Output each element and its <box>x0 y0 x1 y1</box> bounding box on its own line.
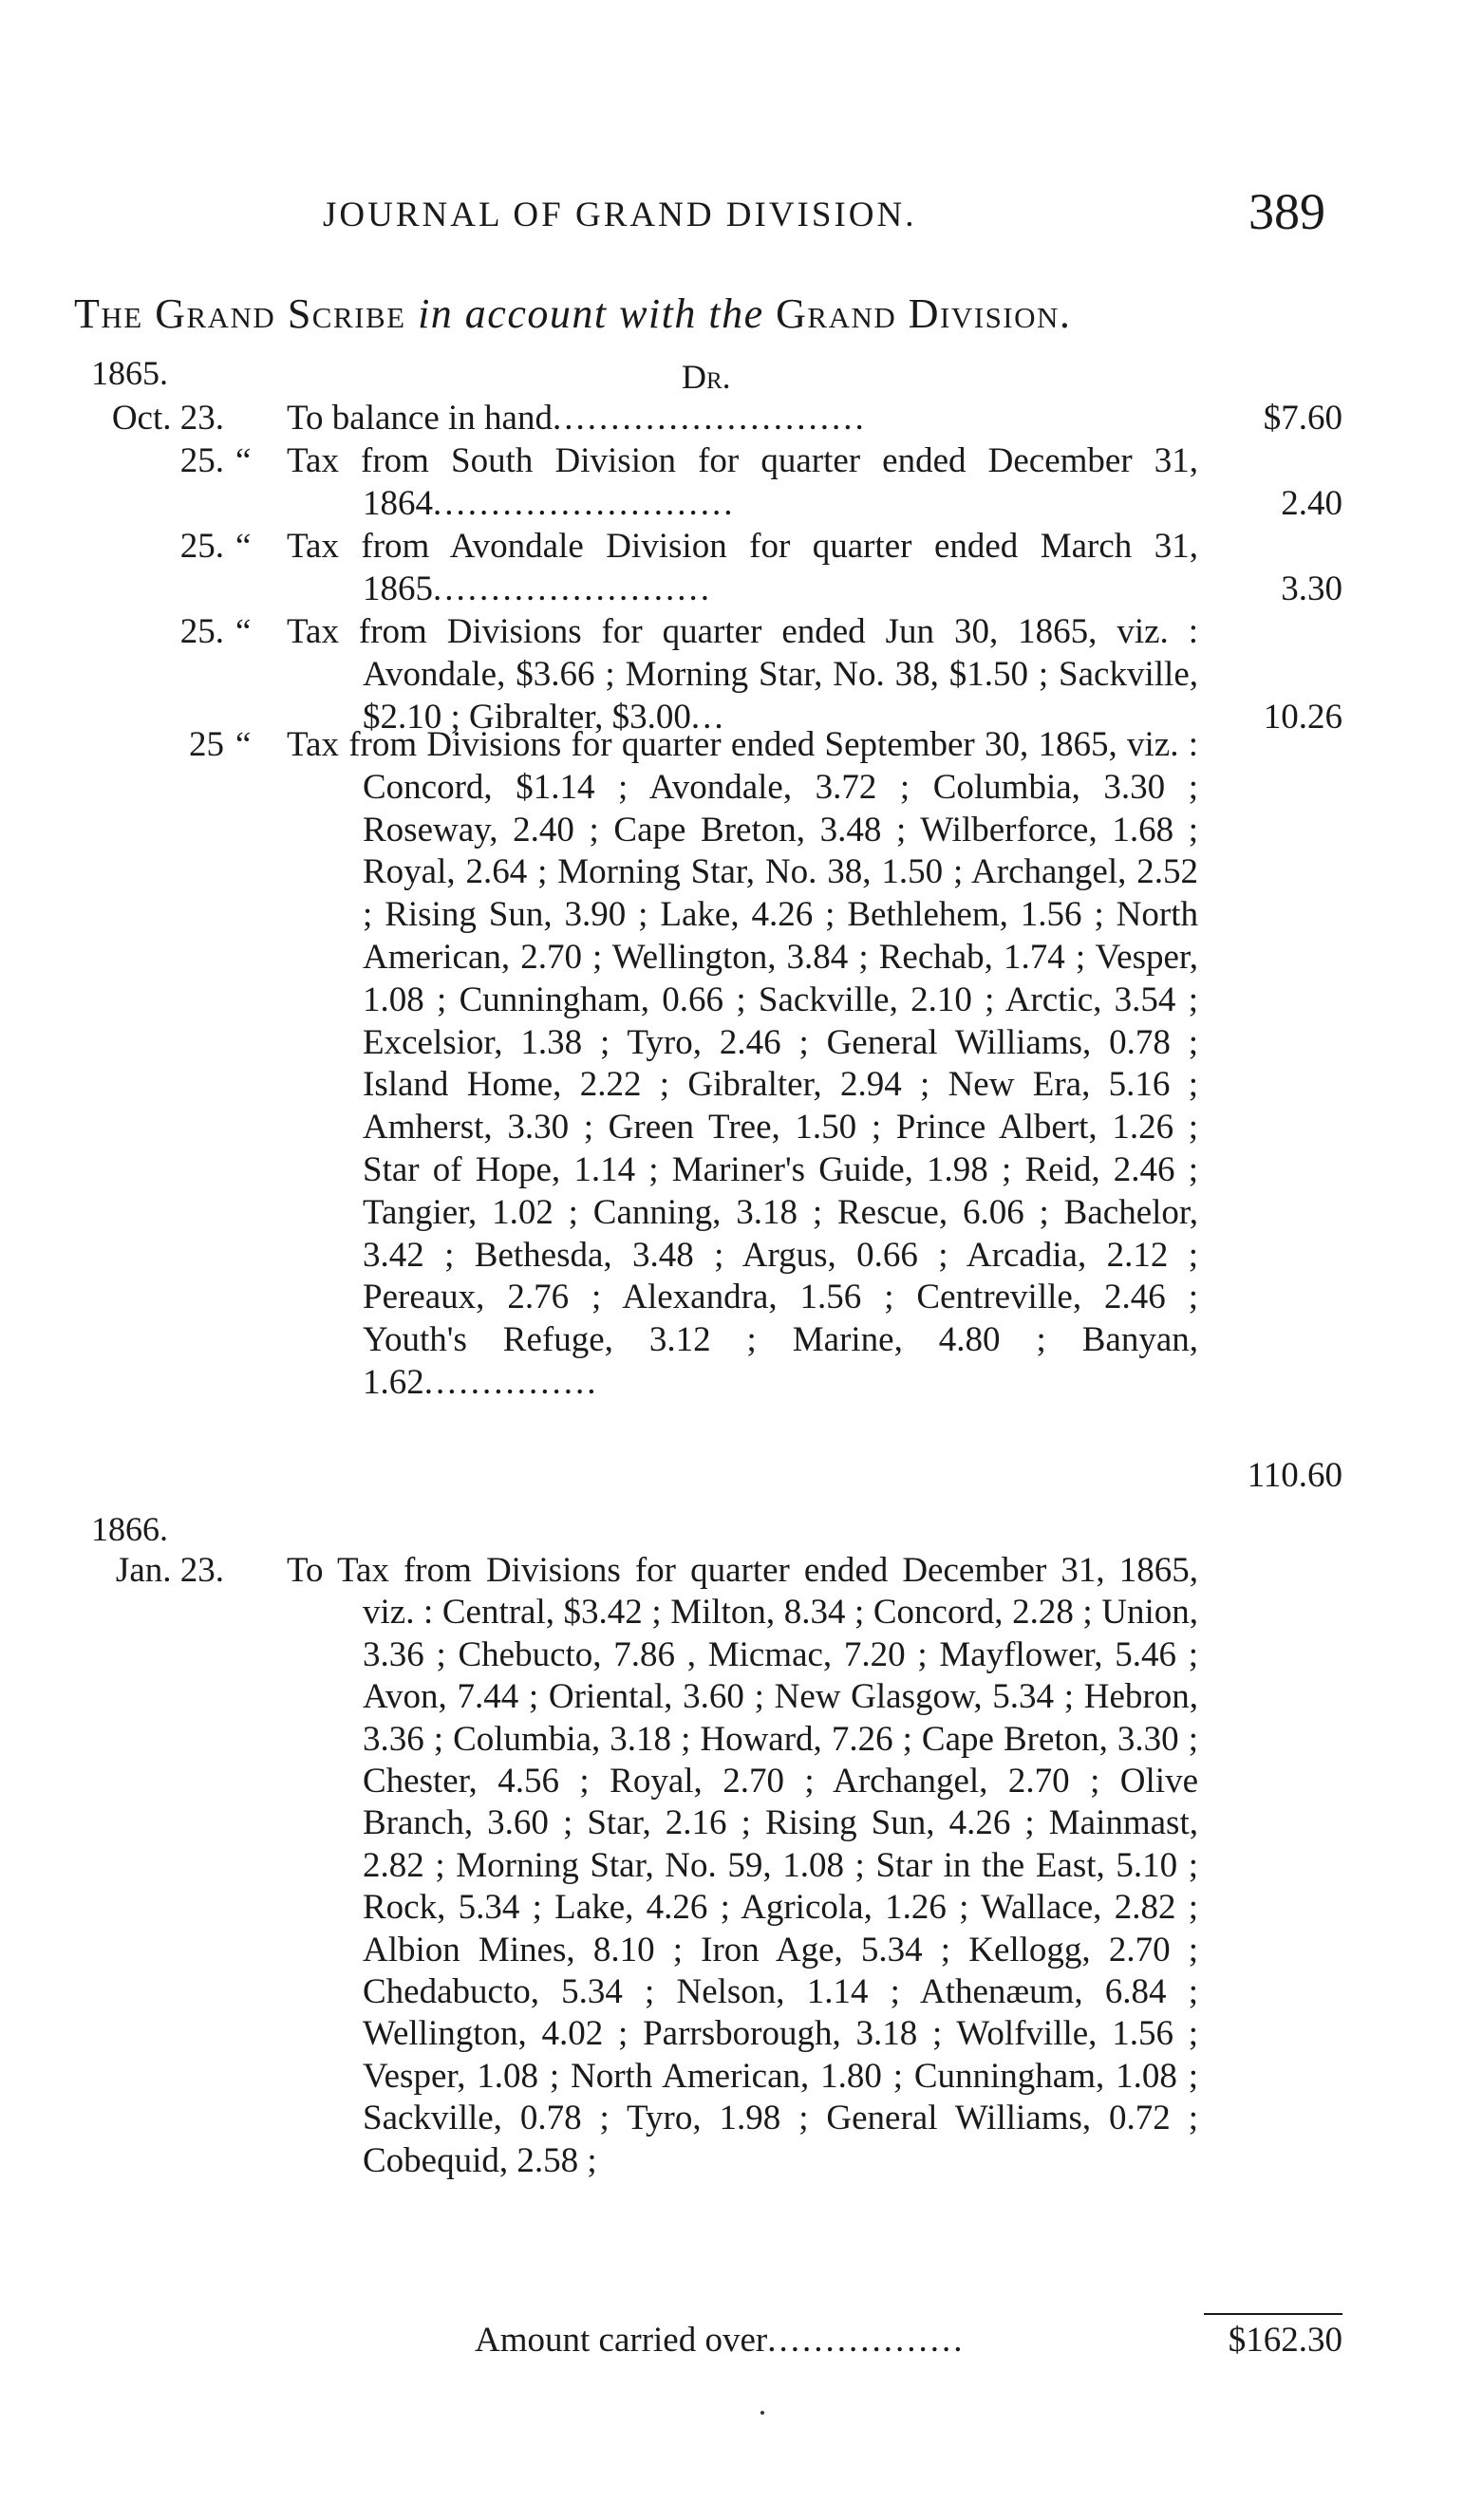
entry-leader-dots: ............... <box>423 1362 599 1402</box>
entry-date: Oct. 23. <box>111 399 224 438</box>
entry-leader-dots: ........................... <box>552 399 867 438</box>
debit-column-label: Dr. <box>682 358 731 396</box>
entry-amount: 3.30 <box>1281 569 1342 608</box>
entry-description <box>287 397 1198 439</box>
entry-date: 25. <box>179 612 224 651</box>
carried-amount: $162.30 <box>1228 2321 1342 2360</box>
carried-leader-dots: ................. <box>767 2321 966 2360</box>
entry-text: balance in hand <box>331 399 553 438</box>
entry-leader-dots: ... <box>690 698 726 737</box>
entry-text: Tax from Divisions for quarter ended September 30, 1865, viz. : Concord, $1.14 ; Avondale, 3.72 ; Columbia, 3.30 ; Roseway, 2.40 ; Cape Breton, 3.48 ; Wilberforce, 1.68 ; Royal, 2.64 ; Morning Star, No. 38, 1.50 ; Archangel, 2.52 ; Rising Sun, 3.90 ; Lake, 4.26 ; Bethlehem, 1.56 ; North American, 2.70 ; Wellington, 3.84 ; Rechab, 1.74 ; Vesper, 1.08 ; Cunningham, 0.66 ; Sackville, 2.10 ; Arctic, 3.54 ; Excelsior, 1.38 ; Tyro, 2.46 ; General Williams, 0.78 ; Island Home, 2.22 ; Gibralter, 2.94 ; New Era, 5.16 ; Amherst, 3.30 ; Green Tree, 1.50 ; Prince Albert, 1.26 ; Star of Hope, 1.14 ; Mariner's Guide, 1.98 ; Reid, 2.46 ; Tangier, 1.02 ; Canning, 3.18 ; Rescue, 6.06 ; Bachelor, 3.42 ; Bethesda, 3.48 ; Argus, 0.66 ; Arcadia, 2.12 ; Pereaux, 2.76 ; Alexandra, 1.56 ; Centreville, 2.46 ; Youth's Refuge, 3.12 ; Marine, 4.80 ; Banyan, 1.62 <box>287 725 1198 1402</box>
entry-description <box>287 525 1198 610</box>
title-part-1: The Grand Scribe <box>74 290 406 337</box>
entry-date: 25 <box>189 725 224 764</box>
amount-carried-over <box>475 2319 1342 2361</box>
entry-description <box>287 724 1198 1405</box>
title-part-2: in account with the <box>418 290 764 337</box>
entry-amount: 110.60 <box>1247 1456 1342 1495</box>
entry-date: Jan. 23. <box>115 1551 224 1590</box>
entry-text: Tax from Divisions for quarter ended Jun 30, 1865, viz. : Avondale, $3.66 ; Morning Star, No. 38, $1.50 ; Sackville, $2.10 ; Gibralter, $3.00 <box>287 612 1198 737</box>
entry-date: 25. <box>179 527 224 566</box>
entry-amount: 10.26 <box>1263 698 1342 737</box>
page-number: 389 <box>1248 183 1325 240</box>
running-head: JOURNAL OF GRAND DIVISION. <box>323 196 917 234</box>
entry-text: Tax from Avondale Division for quarter ended March 31, 1865 <box>287 527 1198 608</box>
ditto-mark: “ <box>235 441 252 480</box>
entry-text: Tax from Divisions for quarter ended December 31, 1865, viz. : Central, $3.42 ; Milton, 8.34 ; Concord, 2.28 ; Union, 3.36 ; Chebucto, 7.86 , Micmac, 7.20 ; Mayflower, 5.46 ; Avon, 7.44 ; Oriental, 3.60 ; New Glasgow, 5.34 ; Hebron, 3.36 ; Columbia, 3.18 ; Howard, 7.26 ; Cape Breton, 3.30 ; Chester, 4.56 ; Royal, 2.70 ; Archangel, 2.70 ; Olive Branch, 3.60 ; Star, 2.16 ; Rising Sun, 4.26 ; Mainmast, 2.82 ; Morning Star, No. 59, 1.08 ; Star in the East, 5.10 ; Rock, 5.34 ; Lake, 4.26 ; Agricola, 1.26 ; Wallace, 2.82 ; Albion Mines, 8.10 ; Iron Age, 5.34 ; Kellogg, 2.70 ; Chedabucto, 5.34 ; Nelson, 1.14 ; Athenæum, 6.84 ; Wellington, 4.02 ; Parrsborough, 3.18 ; Wolfville, 1.56 ; Vesper, 1.08 ; North American, 1.80 ; Cunningham, 1.08 ; Sackville, 0.78 ; Tyro, 1.98 ; General Williams, 0.72 ; Cobequid, 2.58 ; <box>336 1551 1198 2180</box>
account-title <box>74 289 1346 338</box>
carried-label: Amount carried over <box>475 2321 768 2360</box>
entry-description <box>287 610 1198 738</box>
entry-amount: $7.60 <box>1263 399 1342 438</box>
print-speck <box>760 2411 764 2415</box>
entry-date: 25. <box>179 441 224 480</box>
entry-description <box>287 439 1198 525</box>
entry-lead: To <box>287 399 324 438</box>
entry-text: Tax from South Division for quarter ended December 31, 1864 <box>287 441 1198 523</box>
entry-amount: 2.40 <box>1281 484 1342 523</box>
sum-rule <box>1204 2313 1342 2315</box>
title-part-3: Grand Division. <box>776 290 1072 337</box>
year-label-1866: 1866. <box>91 1510 168 1548</box>
entry-leader-dots: .......................... <box>433 484 736 523</box>
year-label-1865: 1865. <box>91 354 168 392</box>
entry-description <box>287 1550 1198 2182</box>
entry-leader-dots: ........................ <box>433 569 712 608</box>
ditto-mark: “ <box>235 612 252 651</box>
ditto-mark: “ <box>235 725 252 764</box>
ditto-mark: “ <box>235 527 252 566</box>
entry-lead: To <box>287 1551 324 1590</box>
